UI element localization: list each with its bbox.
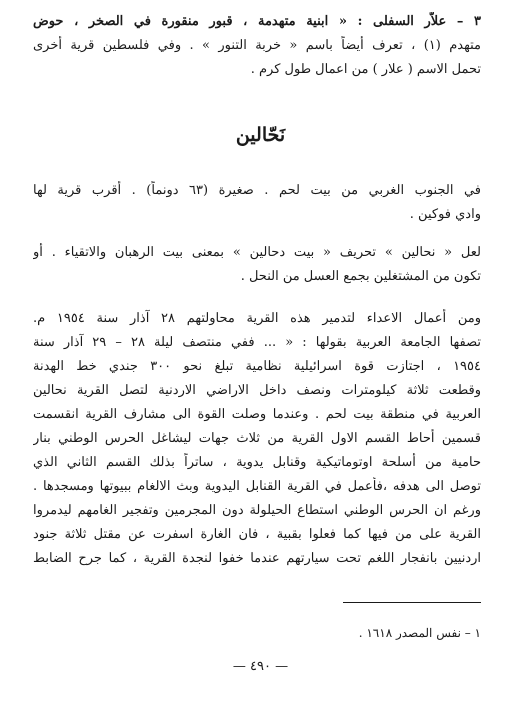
section-3-line-3: تحمل الاسم ( علار ) من اعمال طول كرم . [250, 62, 481, 77]
page-number: — ٤٩٠ — [232, 659, 289, 674]
para3-line-9: ورغم ان الحرس الوطني استطاع الحيلولة دون المجرمين وتفجير الغامهم ليدمروا [33, 503, 481, 518]
para3-line-5: العربية في منطقة بيت لحم . وعندما وصلت القوة الى مشارف القرية انقسمت [33, 407, 481, 422]
section-3-line-1: ٣ – علاّر السفلى : « ابنية متهدمة ، قبور منقورة في الصخر ، حوض [33, 14, 481, 29]
para3-line-7: حامية من أسلحة اوتوماتيكية وقنابل يدوية ، ساتراً بذلك القسم الثاني الذي [33, 455, 481, 470]
para3-line-11: اردنيين بانفجار اللغم تحت سيارتهم عندما خفوا لنجدة القرية ، كما جرح الضابط [33, 551, 481, 566]
para3-line-8: توصل الى هدفه ،فأعمل في القرية القنابل اليدوية وبث الالغام ببيوتها ومسجدها . [33, 479, 481, 494]
para3-line-6: قسمين أحاط القسم الاول القرية من ثلاث جهات ليشاغل الحرس الوطني بنار [33, 431, 481, 446]
footnote: ١ – نفس المصدر ١٦١٨ . [358, 626, 481, 640]
para1-line-1: في الجنوب الغربي من بيت لحم . صغيرة (٦٣ دونماً) . أقرب قرية لها [33, 183, 481, 198]
footnote-divider [343, 602, 481, 603]
para3-line-1: ومن أعمال الاعداء لتدمير هذه القرية محاولتهم ٢٨ آذار سنة ١٩٥٤ م. [33, 311, 481, 326]
para2-line-2: تكون من المشتغلين بجمع العسل من النحل . [240, 269, 481, 284]
para3-line-2: تصفها الجامعة العربية بقولها : « ... ففي منتصف ليلة ٢٨ – ٢٩ آذار سنة [33, 335, 481, 350]
village-heading: نَحّالين [235, 124, 286, 146]
para3-line-10: القرية على من فيها كما فعلوا بقبية ، فان الغارة اسفرت عن مقتل ثلاثة جنود [33, 527, 481, 542]
para1-line-2: وادي فوكين . [409, 207, 481, 222]
section-3-line-2: متهدم (١) ، تعرف أيضاً باسم « خربة التنور » . وفي فلسطين قرية أخرى [33, 38, 481, 53]
para3-line-3: ١٩٥٤ ، اجتازت قوة اسرائيلية نظامية تبلغ نحو ٣٠٠ جندي خط الهدنة [33, 359, 481, 374]
para3-line-4: وقطعت ثلاثة كيلومترات ونصف داخل الاراضي الاردنية لتصل القرية نحالين [33, 383, 481, 398]
para2-line-1: لعل « نحالين » تحريف « بيت دحالين » بمعنى بيت الرهبان والاتقياء . أو [33, 245, 481, 260]
